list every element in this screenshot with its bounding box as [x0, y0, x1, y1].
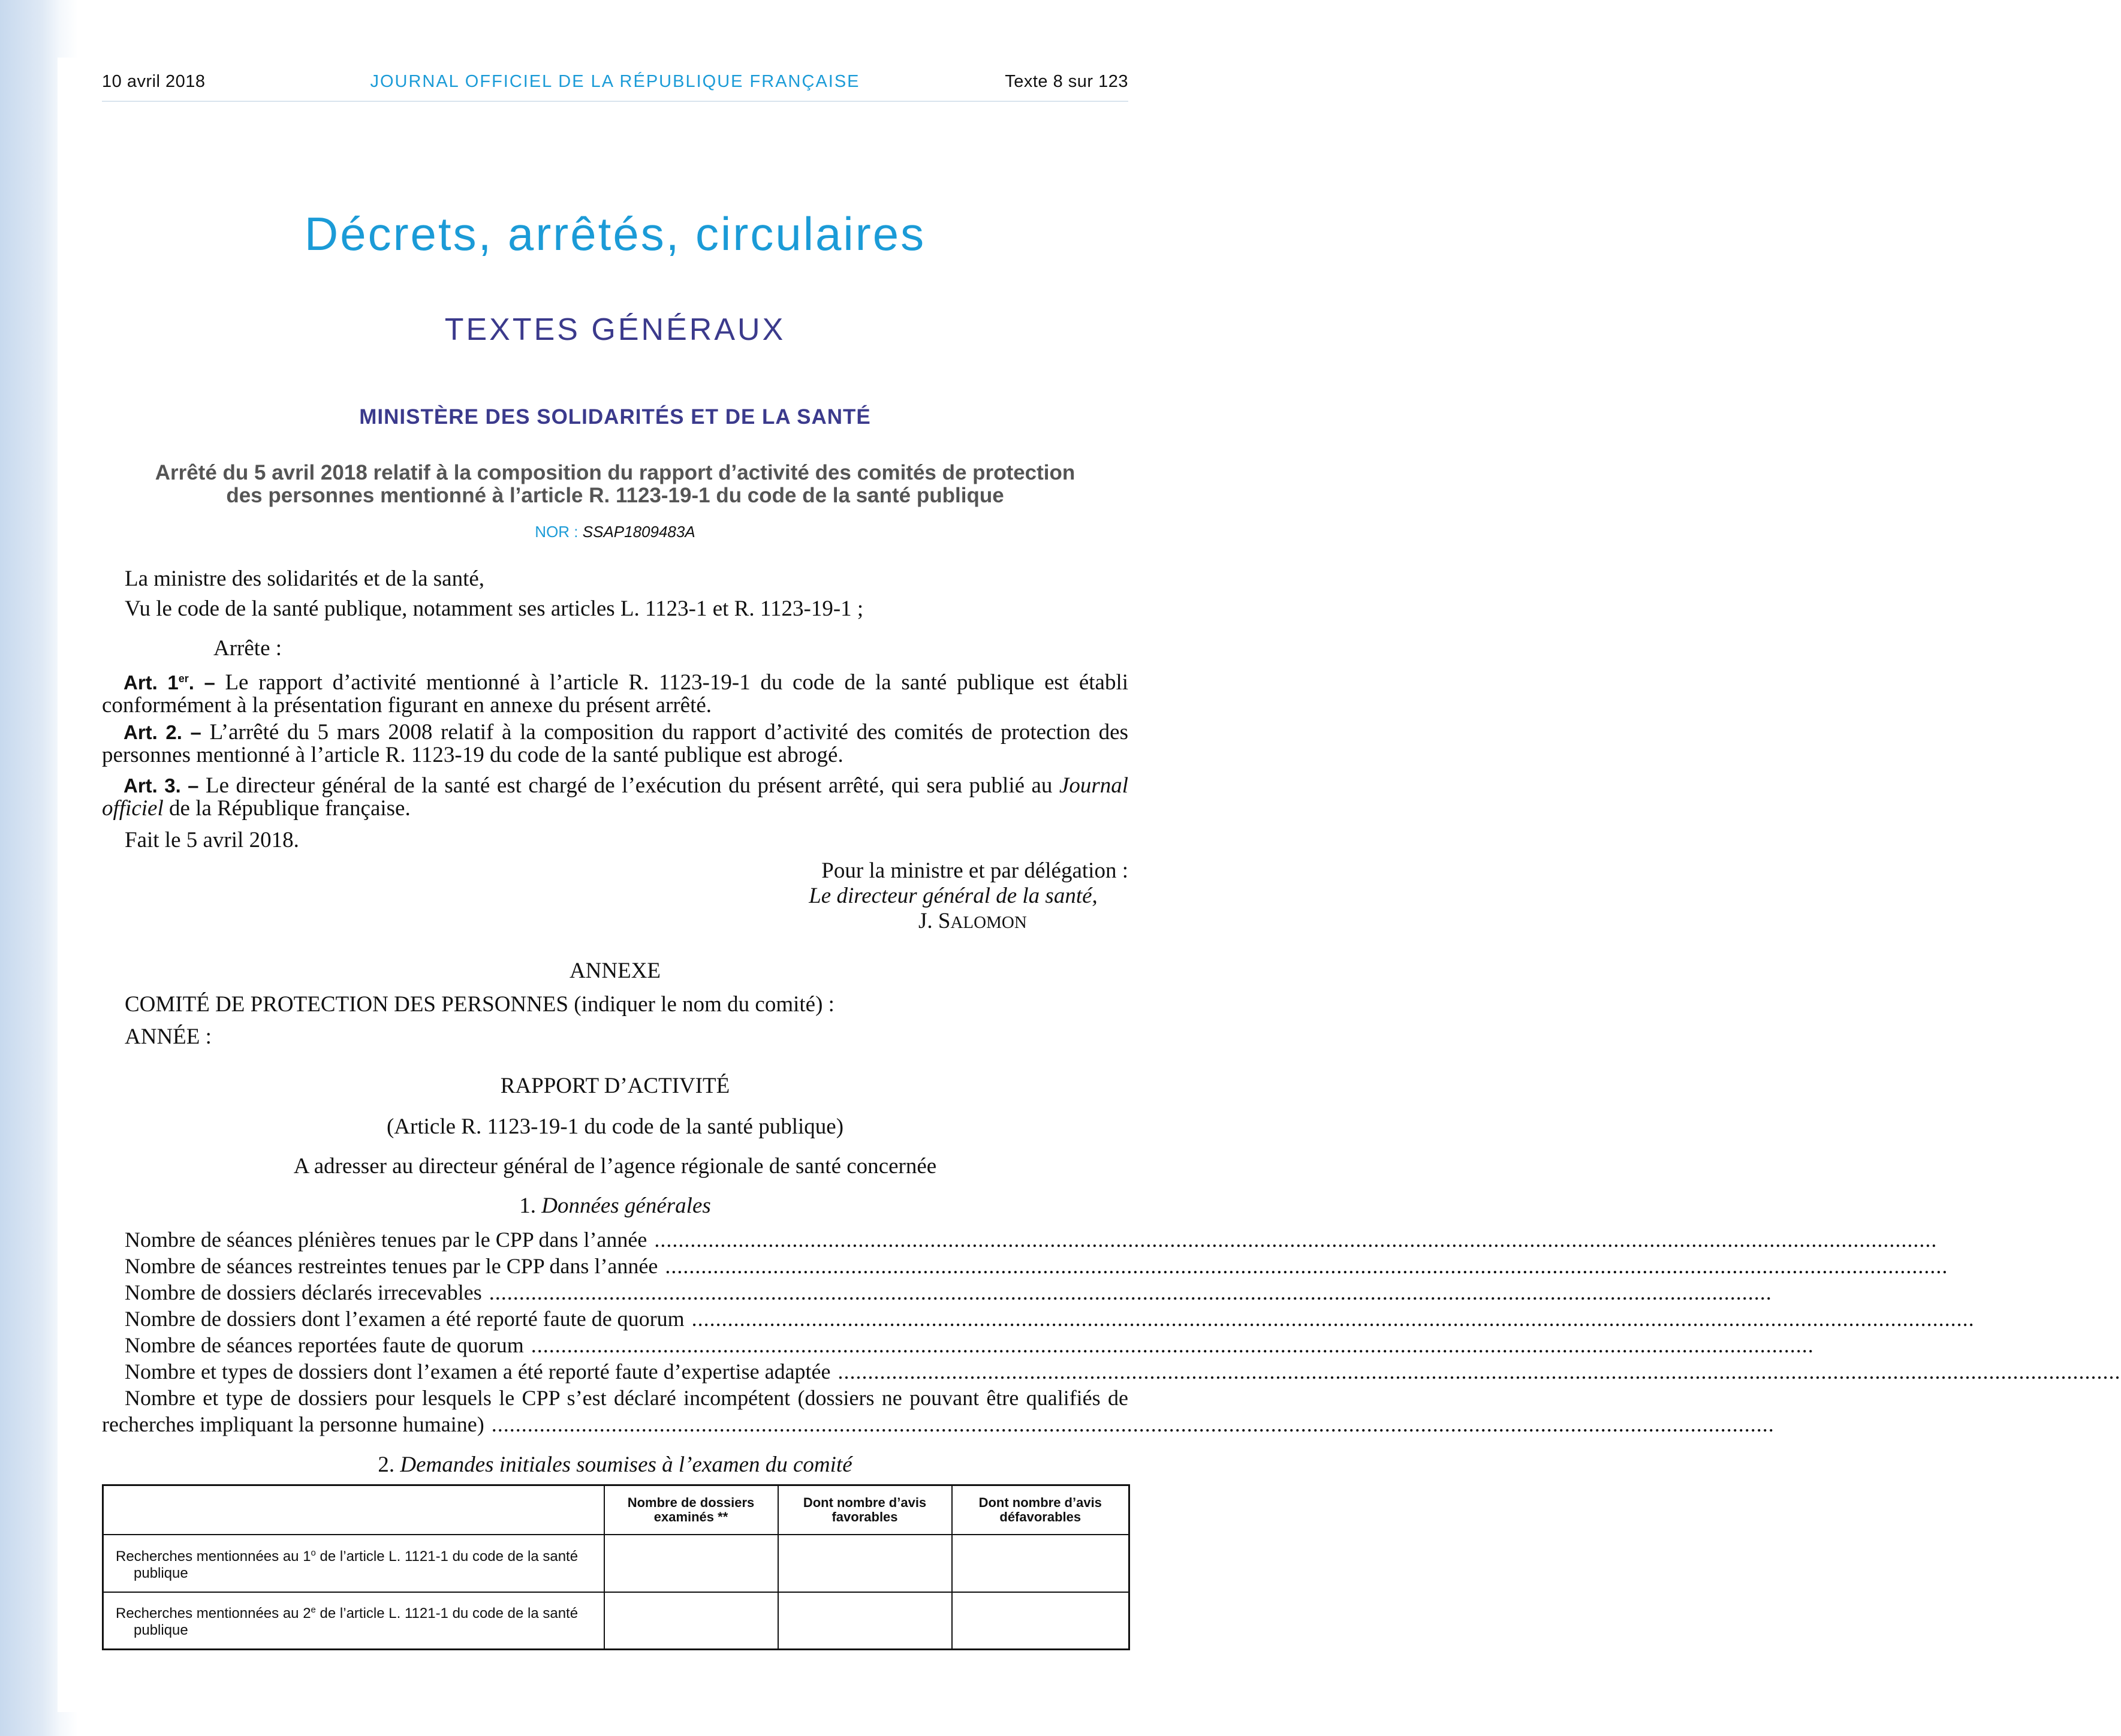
decree-title-line-1: Arrêté du 5 avril 2018 relatif à la composition du rapport d’activité des comités de protection: [155, 461, 1075, 484]
table-cell-dossiers-examines: [604, 1535, 778, 1592]
donnees-generales-list: [102, 1226, 2121, 1437]
nor-reference: [102, 523, 1128, 541]
table-row-label: Recherches mentionnées au 1$^o$ de l’article L. 1121-1 du code de la santé publique: [103, 1535, 604, 1592]
signature-delegation: Pour la ministre et par délégation :: [821, 858, 1128, 883]
table-header-avis-favorables: Dont nombre d’avis favorables: [778, 1485, 952, 1535]
list-item: Nombre de dossiers dont l’examen a été reporté faute de quorum ......................................................................................................................................................................................................................: [125, 1307, 1975, 1331]
fait-le: Fait le 5 avril 2018.: [125, 828, 299, 852]
rapport-title: RAPPORT D’ACTIVITÉ: [500, 1074, 730, 1098]
rapport-article-ref: (Article R. 1123-19-1 du code de la santé publique): [386, 1114, 844, 1139]
table-header-empty: [103, 1485, 604, 1535]
header-date: 10 avril 2018: [102, 72, 206, 91]
article-2-text: L’arrêté du 5 mars 2008 relatif à la composition du rapport d’activité des comités de protection des personnes mentionné à l’article R. 1123-19 du code de la santé publique est abrogé.: [102, 720, 1128, 767]
signature-name: J. SALOMON: [918, 909, 1027, 933]
article-3: Art. 3. – Le directeur général de la santé est chargé de l’exécution du présent arrêté, qui sera publié au Journal officiel de la République française.: [102, 773, 1129, 821]
signature-title: Le directeur général de la santé,: [809, 884, 1098, 908]
list-item: Nombre de séances plénières tenues par le CPP dans l’année ......................................................................................................................................................................................................................: [125, 1228, 1938, 1252]
article-1: [102, 667, 1128, 717]
decree-title: [102, 462, 1128, 507]
list-item-incompetent-line-2: recherches impliquant la personne humaine) ......................................................................................................................................................................................................................: [102, 1412, 1774, 1436]
list-item: Nombre de dossiers déclarés irrecevables ......................................................................................................................................................................................................................: [125, 1280, 1772, 1304]
article-1-text: Le rapport d’activité mentionné à l’article R. 1123-19-1 du code de la santé publique est établi conformément à la présentation figurant en annexe du présent arrêté.: [102, 670, 1128, 718]
table-cell-avis-favorables: [778, 1592, 952, 1650]
list-item: Nombre de séances reportées faute de quorum ......................................................................................................................................................................................................................: [125, 1333, 1814, 1357]
header-journal-title: JOURNAL OFFICIEL DE LA RÉPUBLIQUE FRANÇAISE: [370, 72, 860, 91]
article-3-label: Art. 3. –: [123, 774, 199, 797]
rapport-adresser: A adresser au directeur général de l’agence régionale de santé concernée: [293, 1154, 937, 1179]
table-header-avis-defavorables: Dont nombre d’avis défavorables: [952, 1485, 1129, 1535]
list-item: Nombre et types de dossiers dont l’examen a été reporté faute d’expertise adaptée ......................................................................................................................................................................................................................: [125, 1360, 2121, 1384]
article-2-label: Art. 2. –: [123, 721, 201, 743]
table-row-label: Recherches mentionnées au 2e de l’article L. 1121-1 du code de la santé publique: [103, 1592, 604, 1650]
table-row: [103, 1535, 1129, 1592]
list-item: Nombre de séances restreintes tenues par le CPP dans l’année ......................................................................................................................................................................................................................: [125, 1254, 1948, 1278]
header-texte-number: Texte 8 sur 123: [1005, 72, 1128, 91]
table-cell-avis-favorables: [778, 1535, 952, 1592]
ministry-title: MINISTÈRE DES SOLIDARITÉS ET DE LA SANTÉ: [359, 405, 871, 429]
demandes-initiales-table: [102, 1484, 1130, 1650]
table-header-dossiers-examines: Nombre de dossiers examinés **: [604, 1485, 778, 1535]
annexe-title: ANNEXE: [569, 959, 661, 983]
annexe-annee: ANNÉE :: [125, 1024, 212, 1049]
subsection-title: TEXTES GÉNÉRAUX: [444, 312, 786, 347]
table-cell-avis-defavorables: [952, 1535, 1129, 1592]
arrete-label: Arrête :: [213, 636, 282, 661]
section-2-heading: 2. Demandes initiales soumises à l’examen du comité: [378, 1452, 852, 1477]
intro-minister: La ministre des solidarités et de la santé,: [125, 566, 485, 591]
section-title: Décrets, arrêtés, circulaires: [304, 207, 926, 260]
decree-title-line-2: des personnes mentionné à l’article R. 1123-19-1 du code de la santé publique: [226, 484, 1004, 507]
article-3-journal-officiel: Journal officiel: [102, 773, 1129, 821]
nor-code: SSAP1809483A: [582, 523, 695, 541]
article-2: [102, 721, 1128, 767]
section-1-heading: 1. Données générales: [519, 1194, 711, 1218]
nor-label: NOR :: [535, 523, 579, 541]
table-cell-avis-defavorables: [952, 1592, 1129, 1650]
table-cell-dossiers-examines: [604, 1592, 778, 1650]
article-1-label: Art. 1er. –: [123, 671, 215, 694]
header-divider: [102, 101, 1128, 102]
intro-vu: Vu le code de la santé publique, notamment ses articles L. 1123-1 et R. 1123-19-1 ;: [125, 596, 864, 621]
table-header-row: [103, 1485, 1129, 1535]
table-row: [103, 1592, 1129, 1650]
article-3-text: Le directeur général de la santé est chargé de l’exécution du présent arrêté, qui sera publié au: [205, 773, 1059, 798]
annexe-comite: COMITÉ DE PROTECTION DES PERSONNES (indiquer le nom du comité) :: [125, 992, 834, 1017]
list-item-incompetent-line-1: Nombre et type de dossiers pour lesquels le CPP s’est déclaré incompétent (dossiers ne pouvant être qualifiés de: [125, 1386, 1128, 1410]
